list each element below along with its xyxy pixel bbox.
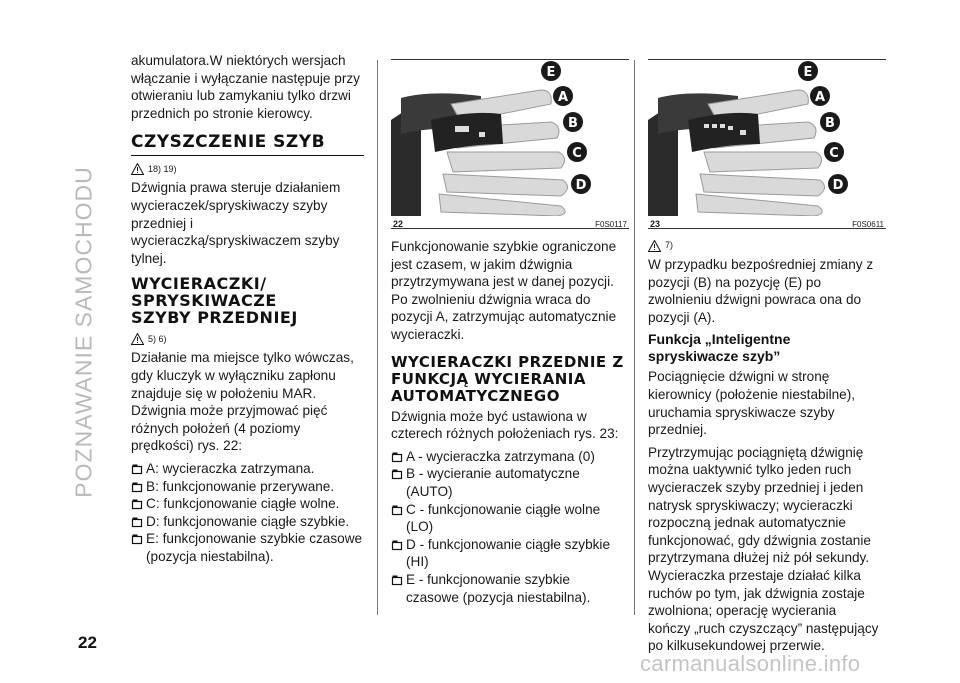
text-column-3 (648, 236, 881, 660)
list-item (131, 530, 364, 565)
figure-22-wiper-lever (391, 59, 629, 229)
direct-change-paragraph: W przypadku bezpośredniej zmiany z pozycji (B) na pozycję (E) po zwolnieniu dźwigni powraca ona do pozycji (A). (648, 257, 874, 325)
list-item (131, 513, 364, 531)
checkbox-bullet-icon (391, 539, 403, 551)
fast-function-paragraph: Funkcjonowanie szybkie ograniczone jest czasem, w jakim dźwignia przytrzymywana jest w danej pozycji. Po zwolnieniu dźwignia wraca do pozycji A, zatrzymując automatycznie wycieraczki. (391, 239, 617, 342)
list-item-text: D: funkcjonowanie ciągłe szybkie. (146, 513, 350, 529)
list-item (131, 495, 364, 513)
figure-label: A (557, 90, 569, 105)
list-item-text: E - funkcjonowanie szybkie czasowe (pozycja niestabilna). (406, 571, 591, 605)
heading-line-2: SPRYSKIWACZE (131, 291, 277, 311)
warning-reference (131, 159, 364, 179)
figure-label: B (568, 116, 578, 131)
figure-label: B (825, 116, 835, 131)
list-item (391, 465, 624, 500)
list-item-text: A: wycieraczka zatrzymana. (146, 460, 315, 476)
figure-label: E (803, 65, 813, 80)
checkbox-bullet-icon (131, 481, 143, 493)
checkbox-bullet-icon (131, 498, 143, 510)
list-item-text: C: funkcjonowanie ciągłe wolne. (146, 496, 340, 512)
figure-number: 23 (650, 219, 661, 229)
warning-reference (131, 329, 364, 349)
figure-label: D (832, 178, 844, 193)
figure-label: C (829, 146, 839, 161)
warning-refs: 5) 6) (148, 333, 167, 344)
figure-label: D (575, 178, 587, 193)
text-column-1 (131, 52, 364, 565)
heading-inteligentne-spryskiwacze: Funkcja „Inteligentne spryskiwacze szyb” (648, 331, 791, 365)
list-item (131, 460, 364, 478)
checkbox-bullet-icon (131, 533, 143, 545)
column-divider-left (377, 60, 378, 615)
heading-czyszczenie-szyb: CZYSZCZENIE SZYB (131, 134, 364, 156)
checkbox-bullet-icon (391, 504, 403, 516)
list-item (131, 478, 364, 496)
watermark-text: carmanualsonline.info (640, 651, 861, 676)
warning-refs: 7) (665, 240, 674, 251)
warning-triangle-icon (648, 240, 661, 252)
heading-wycieraczki (131, 275, 364, 326)
list-item-text: A - wycieraczka zatrzymana (0) (406, 448, 595, 464)
checkbox-bullet-icon (131, 516, 143, 528)
heading-line-1: WYCIERACZKI/ (131, 274, 267, 294)
wiper-lever-auto-illustration (648, 60, 886, 216)
text-column-2 (391, 238, 624, 606)
checkbox-bullet-icon (391, 574, 403, 586)
figure-code: F0S0117 (595, 220, 627, 229)
figure-label: A (814, 90, 826, 105)
figure-number: 22 (393, 219, 404, 229)
warning-triangle-icon (131, 333, 144, 345)
list-item-text: B: funkcjonowanie przerywane. (146, 478, 335, 494)
checkbox-bullet-icon (391, 451, 403, 463)
list-item (391, 501, 624, 536)
list-item (391, 536, 624, 571)
list-item-text: E: funkcjonowanie szybkie czasowe (pozycja niestabilna). (146, 531, 363, 564)
list-item-text: D - funkcjonowanie ciągłe szybkie (HI) (406, 536, 611, 570)
figure-label: E (546, 65, 556, 80)
heading-line-3: SZYBY PRZEDNIEJ (131, 308, 298, 328)
warning-refs: 18) 19) (148, 163, 177, 174)
list-item (391, 448, 624, 466)
section-side-title: POZNAWANIE SAMOCHODU (70, 166, 97, 498)
page-number: 22 (78, 633, 97, 652)
column-divider-right (634, 60, 635, 615)
figure-code: F0S0611 (852, 220, 884, 229)
lever-description: Dźwignia prawa steruje działaniem wycieraczek/spryskiwaczy szyby przedniej i wycieraczką/spryskiwaczem szyby tylnej. (131, 180, 341, 266)
warning-reference (648, 236, 881, 256)
list-item (391, 571, 624, 606)
washer-activation-paragraph: Pociągnięcie dźwigni w stronę kierownicy (położenie niestabilne), uruchamia spryskiwacze szyby przedniej. (648, 369, 856, 438)
positions-list (131, 460, 364, 566)
list-item-text: C - funkcjonowanie ciągłe wolne (LO) (406, 501, 601, 535)
auto-positions-list (391, 448, 624, 606)
heading-wycieraczki-automatyczne: WYCIERACZKI PRZEDNIE Z FUNKCJĄ WYCIERANIA AUTOMATYCZNEGO (391, 352, 624, 405)
figure-label: C (572, 146, 582, 161)
warning-triangle-icon (131, 163, 144, 175)
washer-hold-paragraph: Przytrzymując pociągniętą dźwignię można uaktywnić tylko jeden ruch wycieraczek szyby przedniej i jeden natrysk spryskiwaczy; wycieraczki rozpoczną jednak automatycznie funkcjonować, gdy dźwignia zostanie przytrzymana dłużej niż pół sekundy. Wycieraczka przestaje działać kilka ruchów po tym, jak dźwignia zostaje zwolniona; operację wycierania kończy „ruch czyszczący” następujący po kilkusekundowej przerwie. (648, 444, 879, 654)
four-positions-paragraph: Dźwignia może być ustawiona w czterech różnych położeniach rys. 23: (391, 408, 619, 442)
intro-paragraph: akumulatora.W niektórych wersjach włączanie i wyłączanie następuje przy otwieraniu lub zamykaniu tylko drzwi przednich po stronie kierowcy. (131, 53, 360, 121)
checkbox-bullet-icon (131, 463, 143, 475)
operation-paragraph: Działanie ma miejsce tylko wówczas, gdy kluczyk w wyłączniku zapłonu znajduje się w położeniu MAR. Dźwignia może przyjmować pięć różnych położeń (4 poziomy prędkości) rys. 22: (131, 350, 354, 454)
figure-23-wiper-lever-auto (648, 59, 886, 229)
checkbox-bullet-icon (391, 468, 403, 480)
list-item-text: B - wycieranie automatyczne (AUTO) (406, 466, 580, 499)
wiper-lever-illustration (391, 60, 629, 216)
